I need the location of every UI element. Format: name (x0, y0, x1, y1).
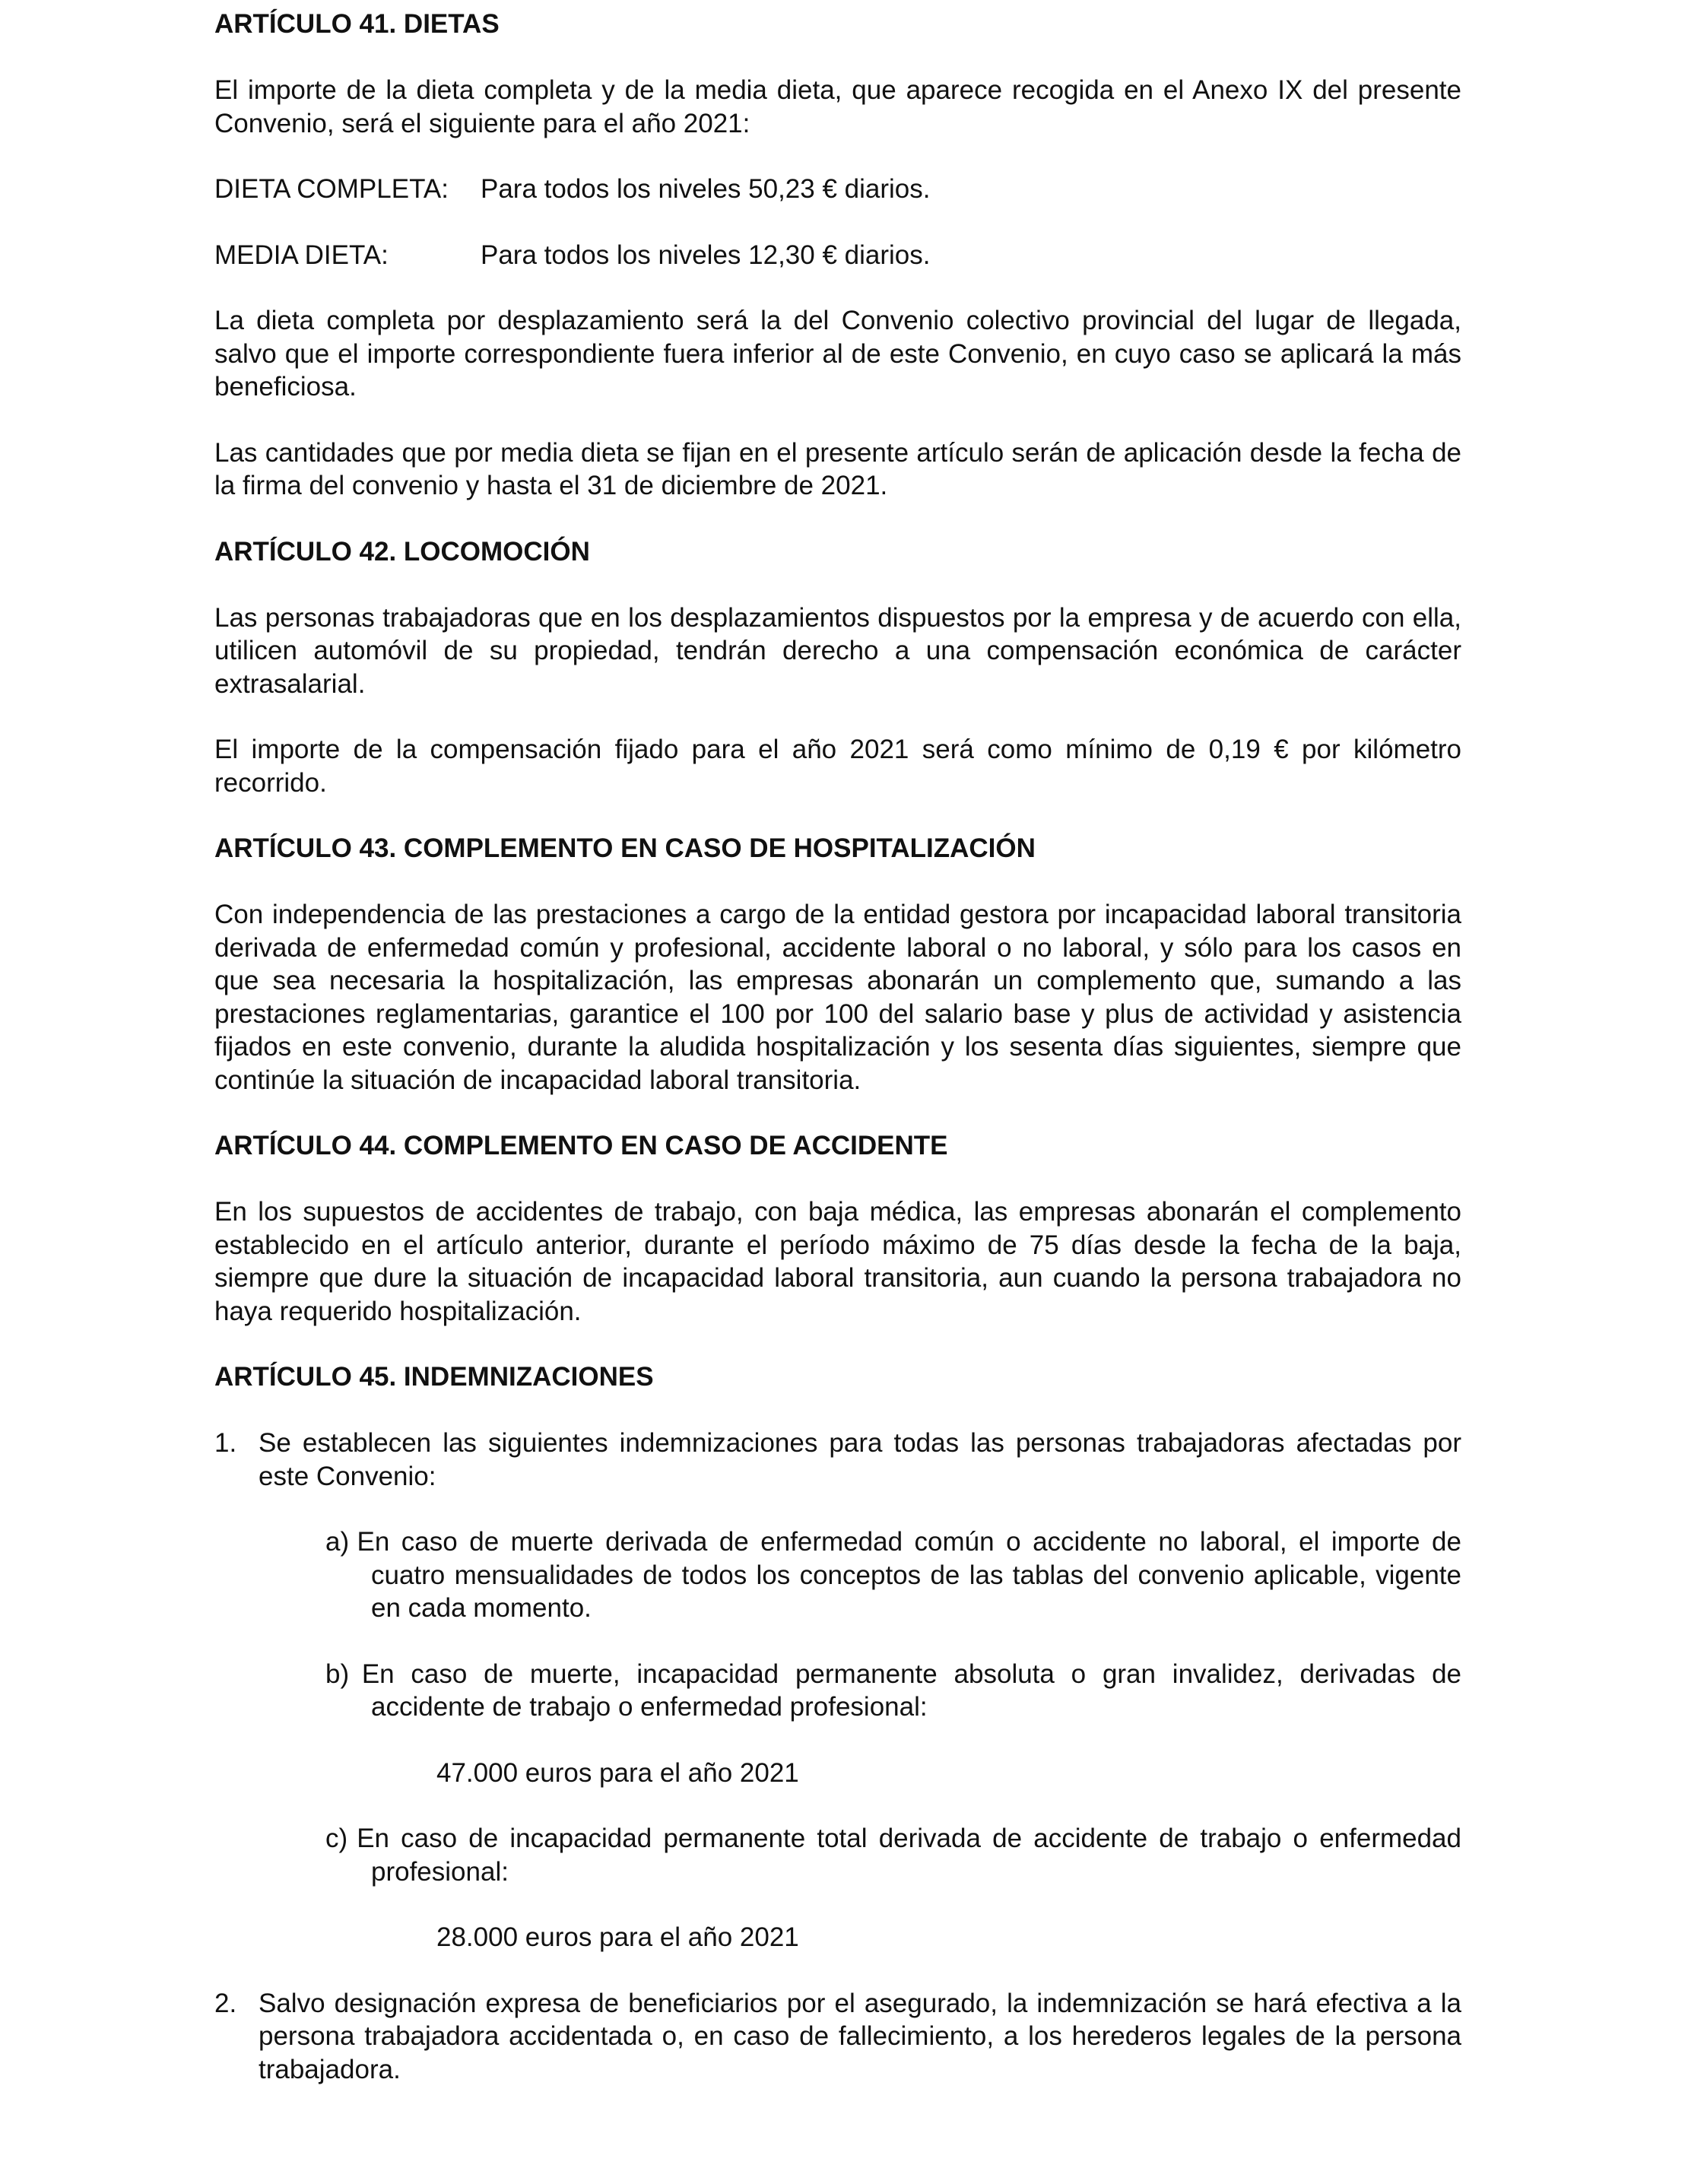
article-42-paragraph-2: El importe de la compensación fijado para el año 2021 será como mínimo de 0,19 € por kilómetro recorrido. (214, 735, 1461, 798)
sub-item-b (325, 1658, 1461, 1724)
dieta-completa-row (214, 173, 1461, 206)
sub-item-a-letter: a) (325, 1527, 350, 1557)
article-44-paragraph-1: En los supuestos de accidentes de trabajo, con baja médica, las empresas abonarán el complemento establecido en el artículo anterior, durante el período máximo de 75 días desde la fecha de la baja, siempre que dure la situación de incapacidad laboral transitoria, aun cuando la persona trabajadora no haya requerido hospitalización. (214, 1197, 1461, 1326)
sub-item-c-letter: c) (325, 1824, 348, 1853)
dieta-completa-label: DIETA COMPLETA: (214, 174, 449, 204)
article-41-paragraph-2: La dieta completa por desplazamiento será la del Convenio colectivo provincial del lugar de llegada, salvo que el importe correspondiente fuera inferior al de este Convenio, en cuyo caso se aplicará la más beneficiosa. (214, 306, 1461, 402)
sub-item-a-text: En caso de muerte derivada de enfermedad común o accidente no laboral, el importe de cuatro mensualidades de todos los conceptos de las tablas del convenio aplicable, vigente en cada momento. (357, 1527, 1461, 1623)
sub-item-c (325, 1822, 1461, 1888)
list-item-2 (214, 1987, 1461, 2087)
sub-item-b-text: En caso de muerte, incapacidad permanente absoluta o gran invalidez, derivadas de accidente de trabajo o enfermedad profesional: (361, 1659, 1461, 1722)
list-item-1-text: Se establecen las siguientes indemnizaciones para todas las personas trabajadoras afectadas por este Convenio: (259, 1428, 1461, 1491)
media-dieta-row (214, 239, 1461, 272)
sub-item-b-amount: 47.000 euros para el año 2021 (436, 1757, 799, 1788)
media-dieta-value: Para todos los niveles 12,30 € diarios. (481, 240, 931, 270)
list-item-1-number: 1. (214, 1428, 237, 1458)
sub-item-b-letter: b) (325, 1659, 350, 1689)
article-42-title: ARTÍCULO 42. LOCOMOCIÓN (214, 536, 590, 567)
article-45-title: ARTÍCULO 45. INDEMNIZACIONES (214, 1362, 654, 1392)
article-42-paragraph-1: Las personas trabajadoras que en los desplazamientos dispuestos por la empresa y de acuerdo con ella, utilicen automóvil de su propiedad, tendrán derecho a una compensación económica de carácter extrasalarial. (214, 602, 1461, 699)
article-44-title: ARTÍCULO 44. COMPLEMENTO EN CASO DE ACCIDENTE (214, 1131, 948, 1160)
list-item-1 (214, 1427, 1461, 1493)
media-dieta-label: MEDIA DIETA: (214, 240, 389, 270)
article-43-title: ARTÍCULO 43. COMPLEMENTO EN CASO DE HOSPITALIZACIÓN (214, 833, 1036, 863)
article-43-paragraph-1: Con independencia de las prestaciones a cargo de la entidad gestora por incapacidad laboral transitoria derivada de enfermedad común y profesional, accidente laboral o no laboral, y sólo para los casos en que sea necesaria la hospitalización, las empresas abonarán un complemento que, sumando a las prestaciones reglamentarias, garantice el 100 por 100 del salario base y plus de actividad y asistencia fijados en este convenio, durante la aludida hospitalización y los sesenta días siguientes, siempre que continúe la situación de incapacidad laboral transitoria. (214, 900, 1461, 1095)
sub-item-c-amount: 28.000 euros para el año 2021 (436, 1922, 799, 1952)
dieta-completa-value: Para todos los niveles 50,23 € diarios. (481, 174, 931, 204)
list-item-2-number: 2. (214, 1988, 237, 2018)
document-body (214, 8, 1461, 2086)
sub-item-a (325, 1525, 1461, 1625)
sub-item-c-text: En caso de incapacidad permanente total derivada de accidente de trabajo o enfermedad profesional: (357, 1824, 1461, 1887)
article-41-paragraph-3: Las cantidades que por media dieta se fijan en el presente artículo serán de aplicación desde la fecha de la firma del convenio y hasta el 31 de diciembre de 2021. (214, 437, 1461, 500)
list-item-2-text: Salvo designación expresa de beneficiarios por el asegurado, la indemnización se hará efectiva a la persona trabajadora accidentada o, en caso de fallecimiento, a los herederos legales de la persona trabajadora. (259, 1988, 1461, 2084)
article-41-title: ARTÍCULO 41. DIETAS (214, 9, 500, 39)
article-41-paragraph-1: El importe de la dieta completa y de la media dieta, que aparece recogida en el Anexo IX del presente Convenio, será el siguiente para el año 2021: (214, 75, 1461, 138)
